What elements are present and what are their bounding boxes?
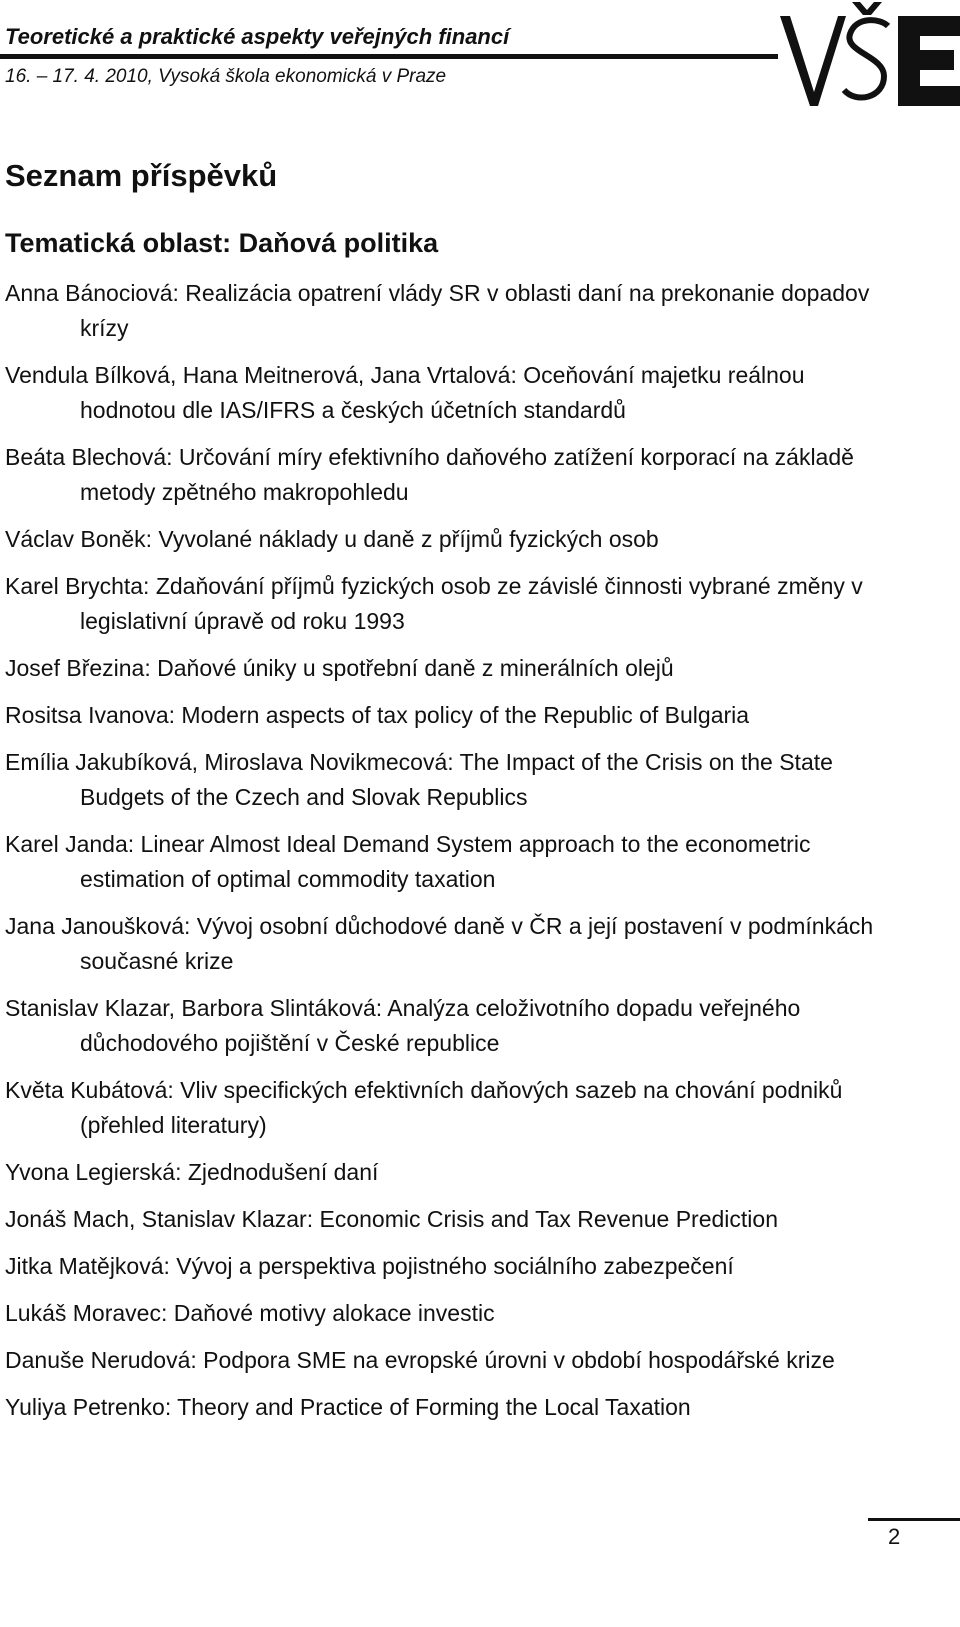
- footer-rule: [868, 1518, 960, 1521]
- topic-heading: Tematická oblast: Daňová politika: [5, 228, 439, 258]
- page-number: 2: [888, 1524, 901, 1549]
- paper-entry: Květa Kubátová: Vliv specifických efektivních daňových sazeb na chování podniků (přehled literatury): [5, 1077, 843, 1138]
- paper-entry: Rositsa Ivanova: Modern aspects of tax policy of the Republic of Bulgaria: [5, 702, 750, 728]
- paper-entry: Danuše Nerudová: Podpora SME na evropské úrovni v období hospodářské krize: [5, 1347, 835, 1373]
- paper-entry: Vendula Bílková, Hana Meitnerová, Jana Vrtalová: Oceňování majetku reálnou hodnotou dle IAS/IFRS a českých účetních standardů: [5, 362, 805, 423]
- page-header: [0, 0, 960, 120]
- paper-entry: Jitka Matějková: Vývoj a perspektiva pojistného sociálního zabezpečení: [5, 1253, 734, 1279]
- section-heading: Seznam příspěvků: [5, 158, 278, 193]
- paper-entry: Emília Jakubíková, Miroslava Novikmecová: The Impact of the Crisis on the State Budgets of the Czech and Slovak Republics: [5, 749, 833, 810]
- paper-entry: Beáta Blechová: Určování míry efektivního daňového zatížení korporací na základě metody zpětného makropohledu: [5, 444, 854, 505]
- paper-entry: Stanislav Klazar, Barbora Slintáková: Analýza celoživotního dopadu veřejného důchodového pojištění v České republice: [5, 995, 801, 1056]
- paper-entry: Josef Březina: Daňové úniky u spotřební daně z minerálních olejů: [5, 655, 674, 681]
- vse-logo: [780, 0, 960, 112]
- paper-entry: Yuliya Petrenko: Theory and Practice of Forming the Local Taxation: [5, 1394, 691, 1420]
- paper-entry: Lukáš Moravec: Daňové motivy alokace investic: [5, 1300, 495, 1326]
- paper-entry: Yvona Legierská: Zjednodušení daní: [5, 1159, 379, 1185]
- paper-entry: Karel Brychta: Zdaňování příjmů fyzických osob ze závislé činnosti vybrané změny v legislativní úpravě od roku 1993: [5, 573, 863, 634]
- conference-title: Teoretické a praktické aspekty veřejných financí: [5, 24, 510, 49]
- paper-list: [5, 276, 885, 1437]
- paper-entry: Karel Janda: Linear Almost Ideal Demand System approach to the econometric estimation of optimal commodity taxation: [5, 831, 811, 892]
- conference-date: 16. – 17. 4. 2010, Vysoká škola ekonomická v Praze: [5, 66, 447, 87]
- paper-entry: Jonáš Mach, Stanislav Klazar: Economic Crisis and Tax Revenue Prediction: [5, 1206, 778, 1232]
- paper-entry: Anna Bánociová: Realizácia opatrení vlády SR v oblasti daní na prekonanie dopadov krízy: [5, 280, 870, 341]
- paper-entry: Václav Boněk: Vyvolané náklady u daně z příjmů fyzických osob: [5, 526, 659, 552]
- header-rule: [0, 54, 778, 59]
- paper-entry: Jana Janoušková: Vývoj osobní důchodové daně v ČR a její postavení v podmínkách současné krize: [5, 913, 874, 974]
